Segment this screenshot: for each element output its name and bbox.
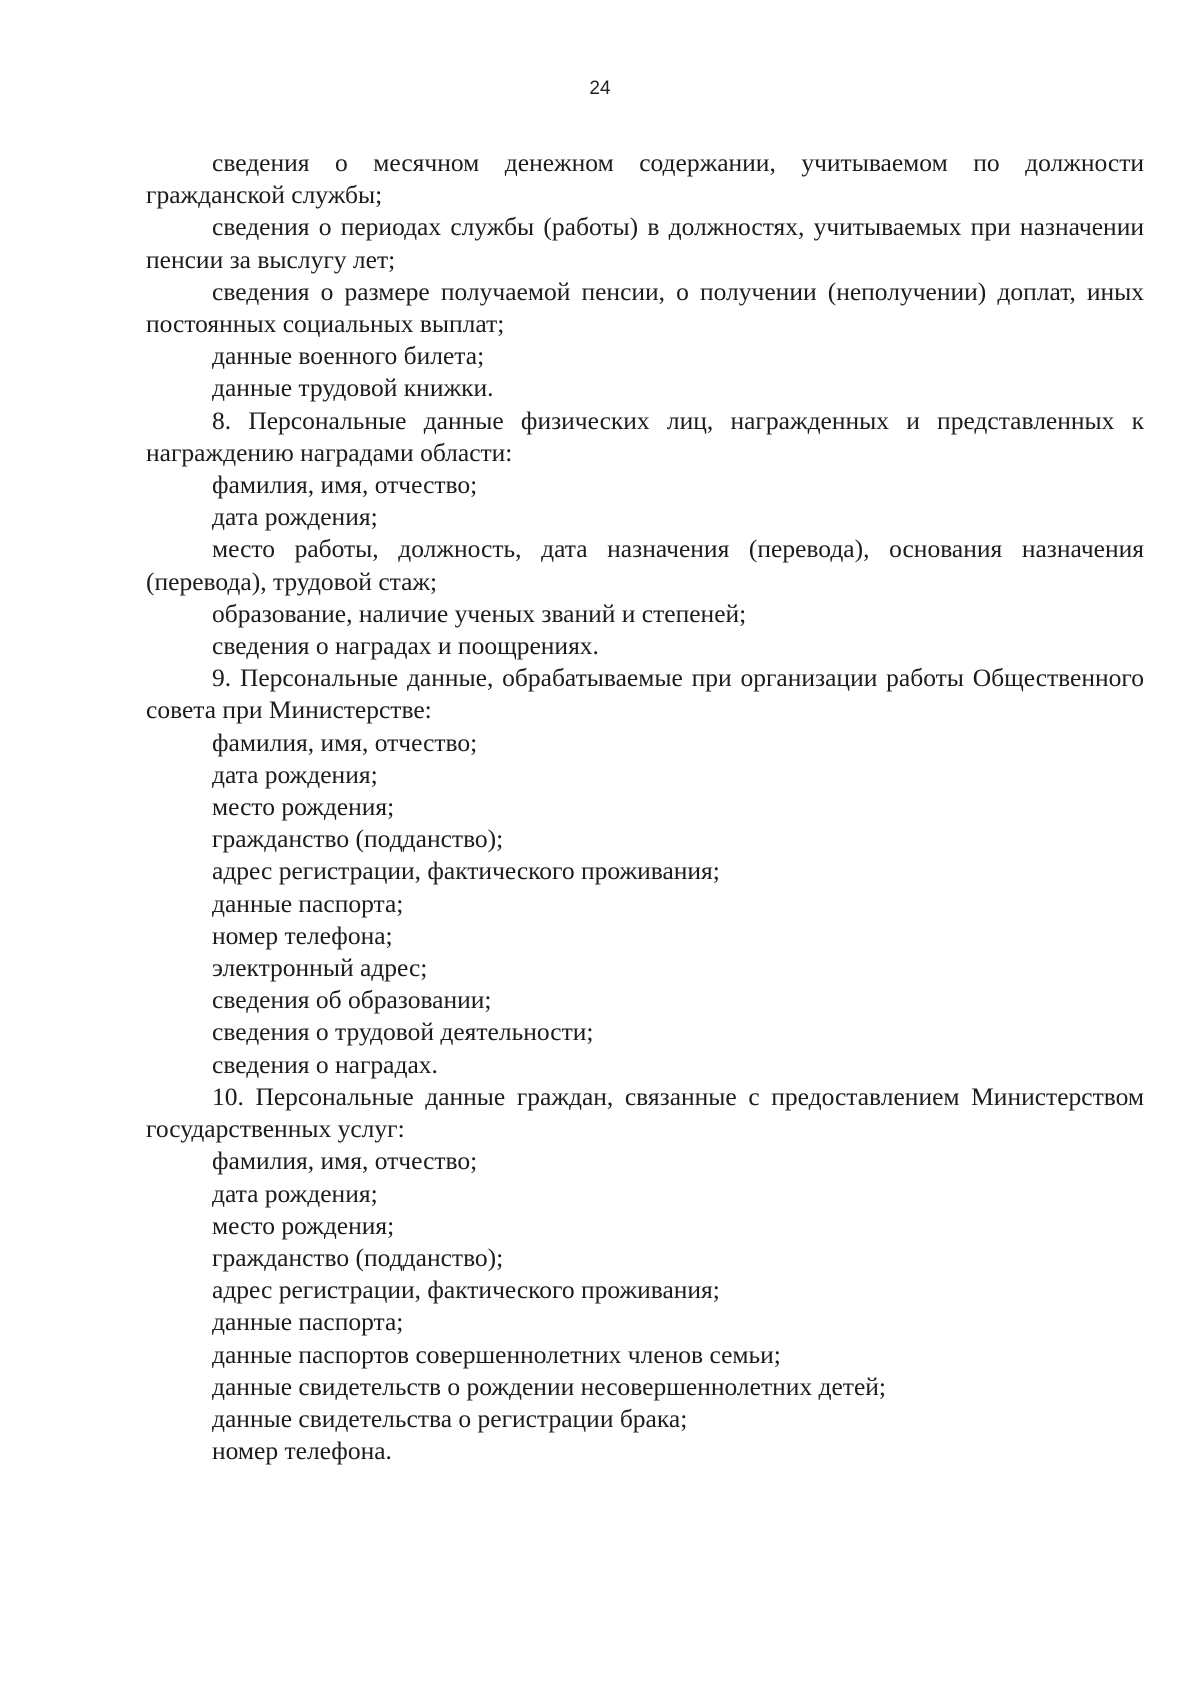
paragraph: сведения о месячном денежном содержании, учитываемом по должности гражданской службы; — [146, 148, 1144, 210]
paragraph: данные паспорта; — [212, 1307, 404, 1337]
paragraph: номер телефона. — [212, 1436, 392, 1466]
section-heading: 8. Персональные данные физических лиц, награжденных и представленных к награждению наградами области: — [146, 405, 1144, 467]
paragraph: данные военного билета; — [212, 341, 485, 371]
paragraph: фамилия, имя, отчество; — [212, 470, 478, 500]
paragraph: гражданство (подданство); — [212, 824, 504, 854]
section-heading: 9. Персональные данные, обрабатываемые при организации работы Общественного совета при Министерстве: — [146, 663, 1144, 725]
paragraph: место работы, должность, дата назначения (перевода), основания назначения (перевода), трудовой стаж; — [146, 534, 1144, 596]
paragraph: сведения о периодах службы (работы) в должностях, учитываемых при назначении пенсии за выслугу лет; — [146, 212, 1144, 274]
paragraph: дата рождения; — [212, 1178, 378, 1208]
paragraph: сведения о наградах. — [212, 1049, 438, 1079]
paragraph: данные трудовой книжки. — [212, 373, 494, 403]
paragraph: данные свидетельств о рождении несовершеннолетних детей; — [212, 1371, 886, 1401]
paragraph: сведения о трудовой деятельности; — [212, 1017, 594, 1047]
document-body — [146, 147, 1144, 1467]
section-heading: 10. Персональные данные граждан, связанные с предоставлением Министерством государственных услуг: — [146, 1081, 1144, 1144]
paragraph: данные паспортов совершеннолетних членов семьи; — [212, 1339, 781, 1369]
paragraph: дата рождения; — [212, 502, 378, 532]
paragraph: гражданство (подданство); — [212, 1242, 504, 1272]
paragraph: сведения о наградах и поощрениях. — [212, 631, 599, 661]
paragraph: электронный адрес; — [212, 953, 428, 983]
paragraph: данные свидетельства о регистрации брака; — [212, 1403, 688, 1433]
paragraph: фамилия, имя, отчество; — [212, 727, 478, 757]
paragraph: сведения о размере получаемой пенсии, о получении (неполучении) доплат, иных постоянных социальных выплат; — [146, 276, 1144, 339]
paragraph: данные паспорта; — [212, 888, 404, 918]
paragraph: образование, наличие ученых званий и степеней; — [212, 598, 747, 628]
paragraph: дата рождения; — [212, 759, 378, 789]
page-number: 24 — [589, 78, 611, 99]
paragraph: адрес регистрации, фактического проживания; — [212, 1275, 720, 1305]
paragraph: сведения об образовании; — [212, 985, 492, 1015]
paragraph: адрес регистрации, фактического проживания; — [212, 856, 720, 886]
paragraph: место рождения; — [212, 792, 395, 822]
paragraph: фамилия, имя, отчество; — [212, 1146, 478, 1176]
paragraph: место рождения; — [212, 1210, 395, 1240]
paragraph: номер телефона; — [212, 920, 393, 950]
